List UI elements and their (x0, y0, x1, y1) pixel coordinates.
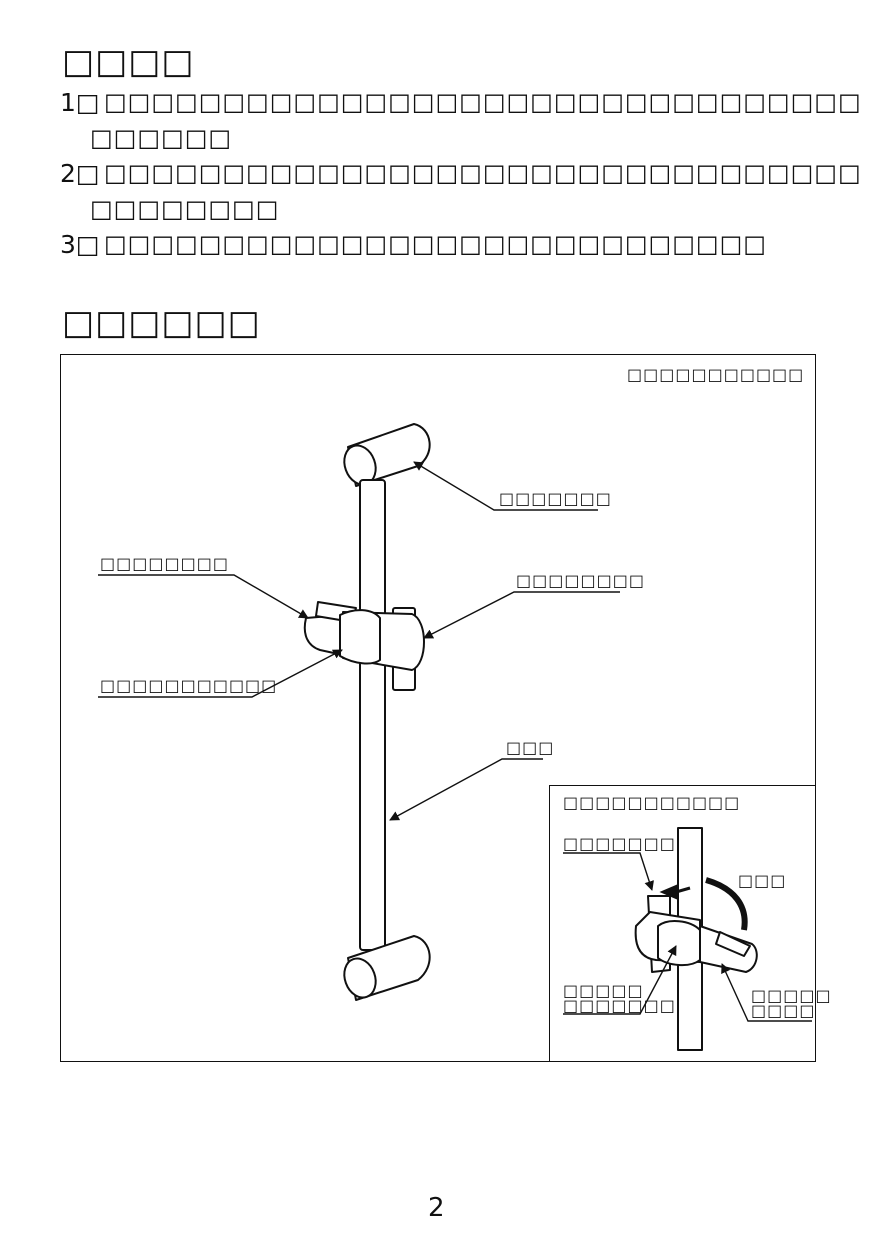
inset-label-button: □□□□□□□ (563, 834, 676, 853)
section1-heading: □□□□ (62, 42, 195, 82)
note-2-line-2: □□□□□□□□ (90, 195, 280, 223)
label-slide-holder: □□□□□□□□ (100, 554, 229, 573)
note-1-number: 1□ (60, 88, 100, 117)
inset-label-body-2: □□□□□□□ (563, 996, 676, 1015)
note-3-line-1: □□□□□□□□□□□□□□□□□□□□□□□□□□□□ (104, 230, 767, 258)
section2-heading: □□□□□□ (62, 303, 261, 343)
note-1-line-1: □□□□□□□□□□□□□□□□□□□□□□□□□□□□□□□□ (104, 88, 862, 116)
inset-label-body-1: □□□□□ (563, 981, 644, 1000)
label-top-bracket: □□□□□□□ (499, 489, 612, 508)
note-3-number: 3□ (60, 230, 100, 259)
note-1-line-2: □□□□□□ (90, 124, 233, 152)
note-2-line-1: □□□□□□□□□□□□□□□□□□□□□□□□□□□□□□□□ (104, 159, 862, 187)
page-number: 2 (428, 1193, 445, 1223)
label-release-lever: □□□□□□□□□□□ (100, 676, 278, 695)
inset-label-holder-1: □□□□□ (751, 986, 832, 1005)
diagram-corner-note: □□□□□□□□□□□ (627, 365, 805, 384)
note-2-number: 2□ (60, 159, 100, 188)
inset-label-holder-2: □□□□ (751, 1001, 816, 1020)
inset-label-rotate: □□□ (738, 871, 787, 890)
label-pipe: □□□ (506, 738, 555, 757)
label-slide-button: □□□□□□□□ (516, 571, 645, 590)
inset-title: □□□□□□□□□□□ (563, 793, 741, 812)
